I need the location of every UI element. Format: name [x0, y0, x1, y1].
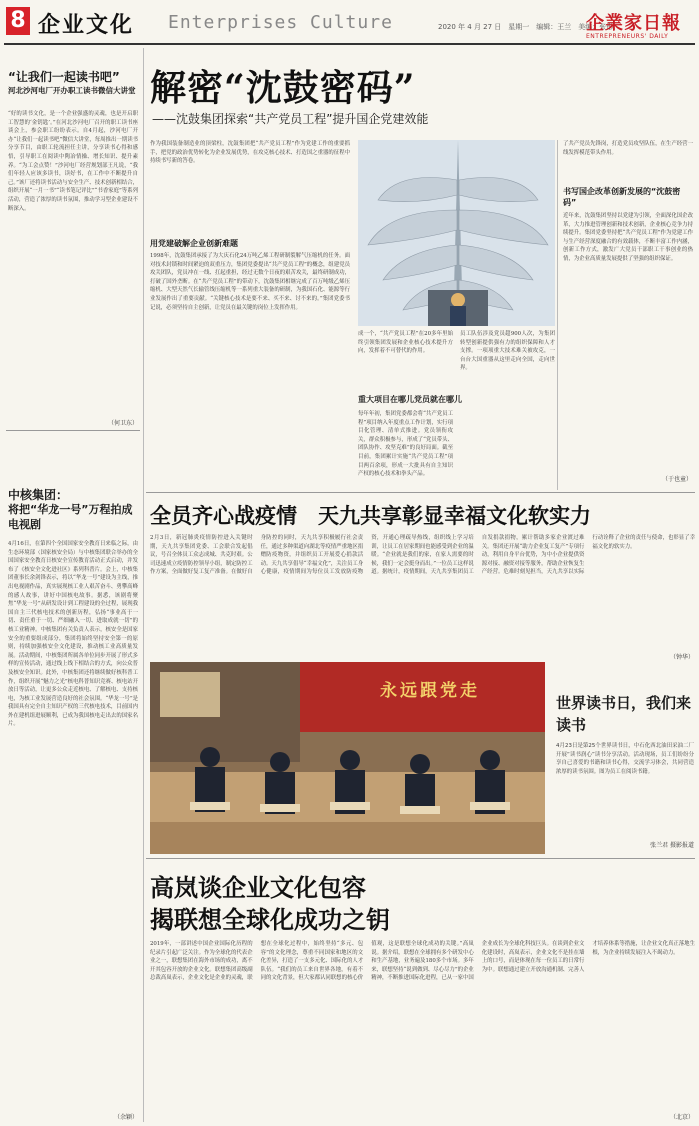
article-left2-title: 中核集团： — [8, 488, 69, 502]
bottom-body: 2019年，一部讲述中国企业国际化历程的纪录片引起广泛关注。作为全球化的代表企业之一，联想集团在海外市场的成功，离不开其包容开放的企业文化。联想集团高级副总裁高岚表示，企业文化是企业的灵魂，联想在全球化过程中，始终坚持“多元、包容”的文化理念，尊重不同国家和地区的文化差异，打造了一支多元化、国际化的人才队伍。“我们的员工来自世界各地，有着不同的文化背景，但大家都认同联想的核心价值观，这是联想全球化成功的关键。”高岚说。据介绍，联想在全球拥有多个研发中心和生产基地，业务遍及180多个市场。多年来，联想坚持“说到做到、尽心尽力”的企业精神，不断推进国际化进程，已从一家中国企业成长为全球化科技巨头。在谈到企业文化建设时，高岚表示，企业文化不是挂在墙上的口号，而是体现在每一位员工的日常行为中。联想通过建立开放沟通机制、完善人才培养体系等措施，让企业文化真正落地生根，为企业持续发展注入不竭动力。 — [150, 941, 695, 982]
article-left1-body: “好的读书文化，是一个企业强盛的灵魂，也是开启职工智慧的‘金钥匙’。”在河北沙河电厂召开的职工读书座谈会上，参会职工纷纷表示。自4月起，沙河电厂开办“让我们一起读书吧”微信大讲堂，每周推出一期读书分享节目，由职工轮流担任主讲，分享读书心得和感悟，引导职工在阅读中陶冶情操、增长知识、提升素养。“为工会点赞！”沙河电厂经营规划部王凡说，“我们年轻人应该多读书，读好书，在工作中不断提升自己。”该厂还将读书活动与安全生产、技术创新相结合，组织开展“一月一书”“读书笔记评比”“书香家庭”等系列活动，营造了浓厚的读书氛围，推动学习型企业建设不断深入。 — [8, 111, 138, 212]
feature-section2: 重大项目在哪儿党员就在哪儿 — [358, 395, 462, 404]
section-title-en: Enterprises Culture — [168, 12, 393, 33]
culture-body: 2月3日，新冠肺炎疫情防控进入关键时期，天九共享集团党委、工会联合发起倡议，号召全体员工众志成城、共克时艰。公司迅速成立疫情防控领导小组，制定防控工作方案，全面做好复工复产准备。在做好自身防控的同时，天九共享积极履行社会责任，通过多种渠道向湖北等疫情严重地区捐赠防疫物资，并组织员工开展爱心捐款活动。天九共享倡导“幸福文化”，关注员工身心健康，疫情期间为每位员工发放防疫物资，开通心理疏导热线，组织线上学习培训，让员工在居家期间也能感受到企业的温暖。“企业就是我们的家，在家人需要的时候，我们一定会挺身而出。”一位员工这样说道。据统计，疫情期间，天九共享集团员工自发捐款捐物，累计帮助多家企业渡过难关。集团还开展“助力企业复工复产”专项行动，利用自身平台优势，为中小企业提供资源对接、融资对接等服务，帮助企业恢复生产经营。危难时刻见担当，天九共享以实际行动诠释了企业的责任与使命，也彰显了幸福文化的软实力。 — [150, 535, 695, 576]
bottom-title2: 揭联想全球化成功之钥 — [150, 905, 390, 934]
issue-meta: 2020 年 4 月 27 日 星期一 编辑：王兰 美编：张彤 — [438, 23, 614, 31]
feature-body2: 每年年初，集团党委都会将“共产党员工程”项目纳入年度重点工作计划，实行项目化管理、清单式推进。党员领衔攻关，群众积极参与，形成了“党员带头、团队协作、攻坚克难”的良好局面。截至目前，集团累计实施“共产党员工程”项目两百余项，形成一大批具有自主知识产权的核心技术和拳头产品。 — [358, 411, 453, 478]
culture-title: 全员齐心战疫情 天九共享彰显幸福文化软实力 — [150, 503, 591, 528]
feature-col-divider — [557, 140, 558, 490]
feature-section1: 用党建破解企业创新难题 — [150, 239, 238, 248]
feature-body3: 近年来，沈鼓集团坚持以党建为引领，全面深化国企改革，大力推进管理创新和技术创新，企业核心竞争力持续提升。集团党委坚持把“共产党员工程”作为党建工作与生产经营深度融合的有效载体，不断丰富工作内涵，创新工作方式，激发广大党员干部职工干事创业的热情，为企业高质量发展提供了坚强的组织保证。 — [563, 213, 693, 262]
feature-body3-top: 了共产党员先锋岗，打造党员攻坚队伍，在生产经营一线发挥模范带头作用。 — [563, 141, 693, 156]
header-rule — [4, 43, 695, 45]
section-title: 企业文化 — [38, 13, 135, 38]
feature-body2-col1: 成一个，“共产党员工程”在20多年里始终引领集团发展和企业核心技术提升方向，发挥着不可替代的作用。 — [358, 331, 453, 355]
newspaper-logo-en: ENTREPRENEURS' DAILY — [586, 33, 669, 40]
photo-story-author: 张兰君 摄影报道 — [650, 842, 694, 849]
column-divider — [143, 48, 144, 1122]
reading-photo — [150, 662, 545, 854]
article-left1-subtitle: 河北沙河电厂开办职工读书微信大讲堂 — [8, 86, 136, 95]
photo-story-caption: 4月23日是第25个世界读书日，中石化西北油田采油二厂开展“读书润心”读书分享活动。活动现场，员工们纷纷分享自己喜爱的书籍和读书心得，交流学习体会，共同营造浓厚的读书氛围。图为员工在阅读书籍。 — [556, 743, 694, 775]
feature-author: （于也童） — [661, 476, 692, 483]
newspaper-logo: 企業家日報 — [586, 13, 681, 34]
feature-side-quote: 书写国企改革创新发展的“沈鼓密码” — [563, 187, 681, 207]
feature-body1: 1998年，沈鼓集团承接了为大庆石化24万吨乙烯工程研制裂解气压缩机的任务。面对技术封锁和时间紧迫的双重压力，集团党委提出“共产党员工程”的概念，组建党员攻关团队，党员冲在一线、扛起重担，经过无数个日夜的艰苦攻关，最终研制成功，打破了国外垄断。在“共产党员工程”的带动下，沈鼓集团相继完成了百万吨级乙烯压缩机、大型天然气长输管线压缩机等一系列重大装备的研制，为我国石化、能源等行业发展作出了重要贡献。“关键核心技术是要不来、买不来、讨不来的。”集团党委书记说，必须坚持自主创新，让党员在最关键的岗位上发挥作用。 — [150, 253, 350, 311]
article-left2-subtitle: 将把“华龙一号”万程拍成电视剧 — [8, 503, 133, 531]
feature-bottom-rule — [146, 492, 695, 493]
article-left1-title: “让我们一起读书吧” — [8, 70, 120, 84]
left-divider — [6, 430, 140, 431]
feature-subtitle: ——沈鼓集团探索“共产党员工程”提升国企党建效能 — [152, 112, 429, 126]
article-left1-author: （何卫东） — [107, 420, 138, 427]
culture-bottom-rule — [146, 858, 695, 859]
photo-story-title: 世界读书日，我们来读书 — [556, 694, 692, 734]
bottom-author: （北京） — [669, 1114, 694, 1121]
culture-author: （钟华） — [669, 654, 694, 661]
turbine-photo — [358, 140, 555, 326]
feature-body2b: 员工队伍涉及党员超900人次，为集团转型创新提供强有力的组织保障和人才支撑。一项项重大技术难关被攻克，一台台大国重器从这里走向全国，走向世界。 — [460, 331, 555, 372]
banner-text: 永远跟党走 — [380, 681, 480, 701]
article-left2-author: （余颖） — [113, 1114, 138, 1121]
bottom-title: 高岚谈企业文化包容 — [150, 873, 366, 902]
article-left2-body: 4月16日，在第四个全国国家安全教育日来临之际，由生态环境部（国家核安全局）与中核集团联合举办的全国国家安全教育日核安全宣传教育活动正式启动，并发布了《核安全文化进社区》系列科普片。会上，中核集团董事长余剑锋表示，将以“华龙一号”建设为主线，推出电视剧作品，真实展现核工业人艰苦奋斗、勇攀高峰的感人故事，讲好中国核电故事。据悉，该剧将聚焦“华龙一号”从研发设计到工程建设的全过程，展现我国自主三代核电技术的创新历程，弘扬“事业高于一切、责任重于一切、严细融入一切、进取成就一切”的核工业精神。中核集团有关负责人表示，核安全是国家安全的重要组成部分，集团将始终坚持安全第一的原则，持续加强核安全文化建设，推动核工业高质量发展。活动期间，中核集团所属各单位同步开展了形式多样的宣传活动，通过线上线下相结合的方式，向公众普及核安全知识。此外，中核集团还将继续做好核科普工作，组织开展“魅力之光”核电科普知识竞赛、核电站开放日等活动，让更多公众走近核电、了解核电、支持核电，为核工业发展营造良好的社会氛围。“华龙一号”是我国具有完全自主知识产权的三代核电技术，目前国内外在建机组进展顺利，已成为我国核电走出去的国家名片。 — [8, 541, 138, 728]
page-number: 8 — [6, 7, 30, 35]
feature-title: 解密“沈鼓密码” — [150, 67, 416, 109]
feature-intro: 作为我国装备制造业的顶梁柱，沈鼓集团把“共产党员工程”作为党建工作的重要抓手，把党的政治优势转化为企业发展优势，在攻克核心技术、打造国之重器的征程中持续书写新的答卷。 — [150, 141, 350, 165]
